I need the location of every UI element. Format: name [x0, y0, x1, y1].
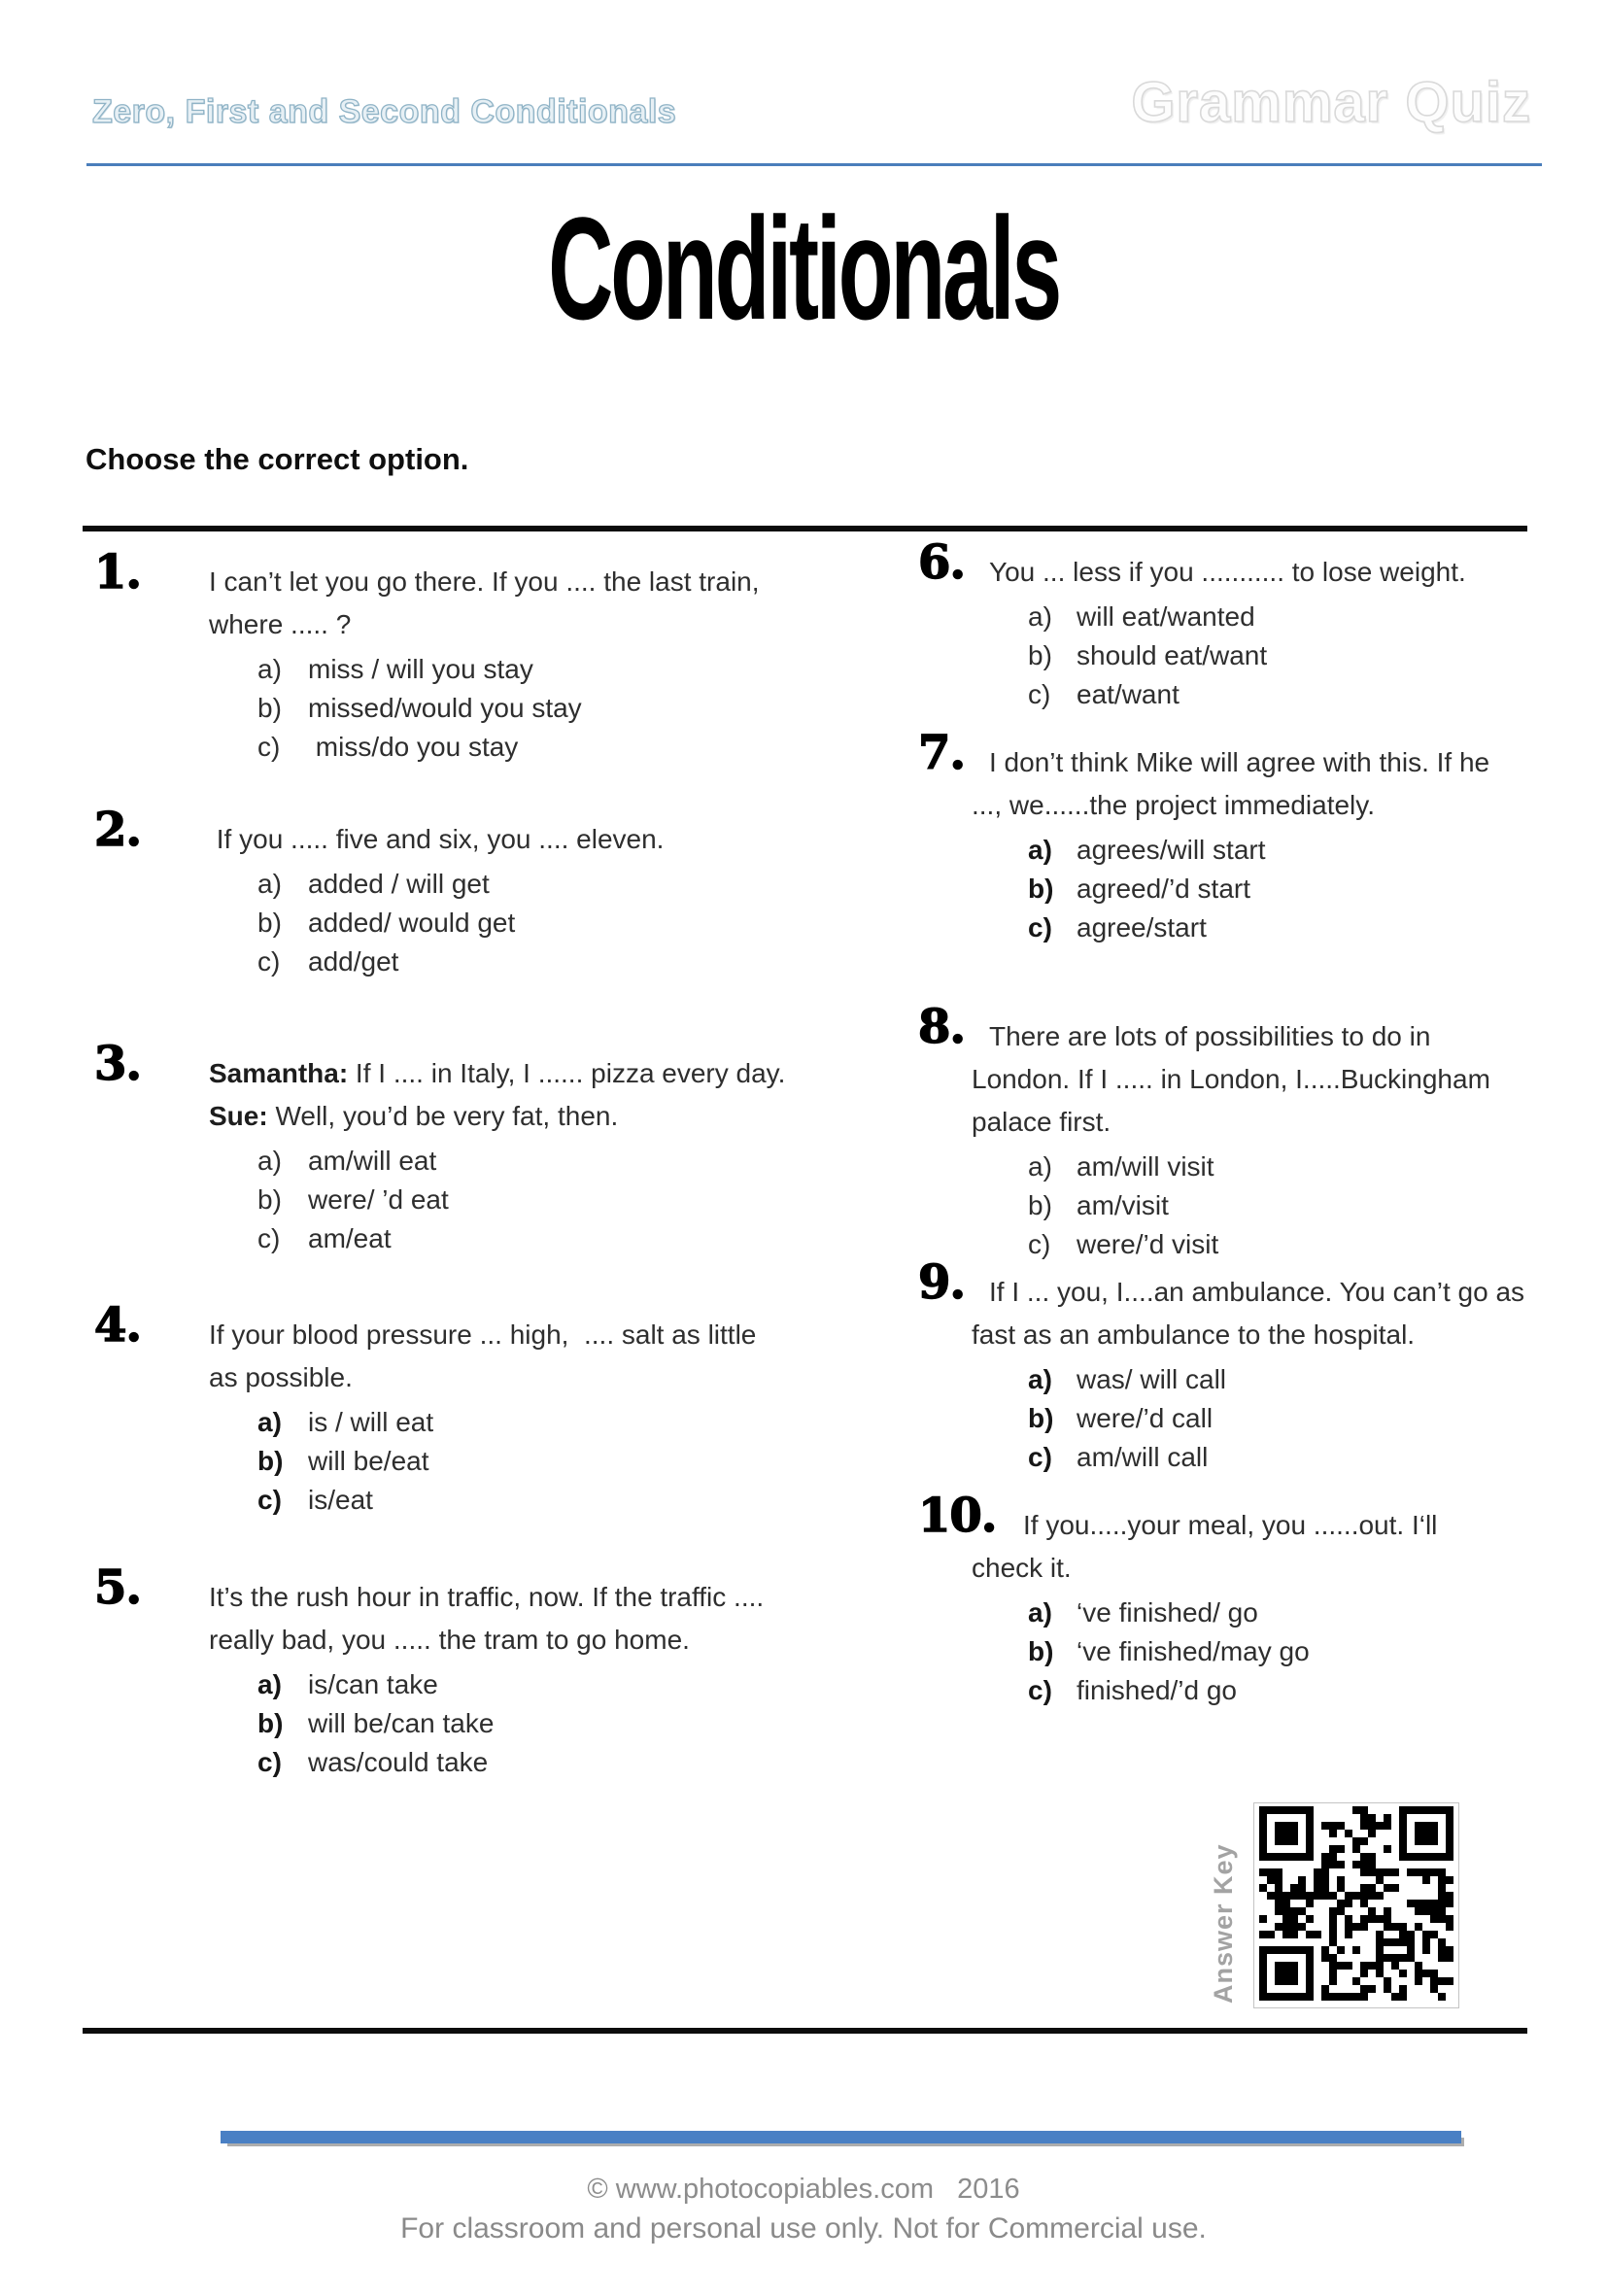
- question-5-text: It’s the rush hour in traffic, now. If the traffic ....: [209, 1582, 765, 1612]
- question-7-option-c: c) agree/start: [1028, 912, 1207, 942]
- qr-code-svg: [1259, 1806, 1453, 2005]
- question-5-option-a: a) is/can take: [257, 1669, 438, 1699]
- question-4-text: If your blood pressure ... high, .... salt as little: [209, 1319, 757, 1350]
- question-2-option-a: a) added / will get: [257, 869, 490, 899]
- question-4-option-b: b) will be/eat: [257, 1446, 429, 1476]
- question-9: [918, 1255, 1604, 1477]
- question-7-number: 7.: [918, 726, 966, 780]
- header-divider: [86, 163, 1542, 166]
- question-4-option-c: c) is/eat: [257, 1485, 373, 1515]
- question-10-number: 10.: [918, 1489, 997, 1543]
- question-8-option-a: a) am/will visit: [1028, 1151, 1214, 1182]
- page-title: Conditionals: [548, 186, 1059, 350]
- question-6-text: You ... less if you ........... to lose weight.: [989, 557, 1466, 587]
- question-5: [94, 1560, 920, 1782]
- question-5-text: really bad, you ..... the tram to go home.: [209, 1625, 690, 1655]
- question-1-text: where ..... ?: [209, 609, 352, 639]
- question-3-option-a: a) am/will eat: [257, 1146, 437, 1176]
- question-7-option-b: b) agreed/’d start: [1028, 874, 1250, 904]
- question-8-option-b: b) am/visit: [1028, 1190, 1169, 1220]
- question-3: [94, 1037, 920, 1258]
- question-3-text: Samantha: If I .... in Italy, I ...... pizza every day.: [209, 1058, 786, 1088]
- question-10-option-b: b) ‘ve finished/may go: [1028, 1636, 1310, 1666]
- question-9-text: If I ... you, I....an ambulance. You can’t go as: [989, 1277, 1525, 1307]
- question-5-number: 5.: [94, 1560, 142, 1615]
- question-2-option-b: b) added/ would get: [257, 908, 516, 938]
- instruction-text: Choose the correct option.: [85, 442, 469, 476]
- question-7-text: ..., we......the project immediately.: [972, 790, 1375, 820]
- question-10: [918, 1489, 1604, 1710]
- question-4-number: 4.: [94, 1298, 142, 1353]
- question-8-option-c: c) were/’d visit: [1028, 1229, 1219, 1259]
- question-5-option-c: c) was/could take: [257, 1747, 489, 1777]
- question-9-number: 9.: [918, 1255, 966, 1310]
- question-8-text: There are lots of possibilities to do in: [989, 1021, 1431, 1051]
- question-8-text: palace first.: [972, 1107, 1111, 1137]
- page-header-brand: Grammar Quiz: [1131, 71, 1531, 134]
- question-10-option-c: c) finished/’d go: [1028, 1675, 1238, 1705]
- question-3-number: 3.: [94, 1037, 142, 1091]
- question-9-option-b: b) were/’d call: [1028, 1403, 1214, 1433]
- question-10-option-a: a) ‘ve finished/ go: [1028, 1597, 1258, 1628]
- question-1-option-a: a) miss / will you stay: [257, 654, 533, 684]
- question-2-number: 2.: [94, 803, 142, 857]
- question-4-option-a: a) is / will eat: [257, 1407, 434, 1437]
- question-5-option-b: b) will be/can take: [257, 1708, 495, 1738]
- question-6: [918, 535, 1604, 714]
- question-8-number: 8.: [918, 1000, 966, 1054]
- question-4-text: as possible.: [209, 1362, 353, 1392]
- question-8: [918, 1000, 1604, 1264]
- qr-code: [1253, 1802, 1459, 2008]
- question-1-option-c: c) miss/do you stay: [257, 732, 519, 762]
- question-6-option-c: c) eat/want: [1028, 679, 1180, 709]
- answer-key-label: Answer Key: [1209, 1843, 1238, 2004]
- question-2-option-c: c) add/get: [257, 946, 399, 977]
- question-7-text: I don’t think Mike will agree with this. If he: [989, 747, 1490, 777]
- question-10-text: If you.....your meal, you ......out. I‘ll: [1023, 1510, 1438, 1540]
- footer-usage-note: For classroom and personal use only. Not for Commercial use.: [400, 2212, 1207, 2245]
- bottom-rule: [83, 2028, 1527, 2034]
- question-7-option-a: a) agrees/will start: [1028, 835, 1266, 865]
- question-2-text: If you ..... five and six, you .... eleven.: [209, 824, 665, 854]
- question-2: [94, 803, 920, 981]
- question-3-option-c: c) am/eat: [257, 1223, 392, 1253]
- footer-accent-bar: [221, 2131, 1461, 2143]
- top-rule: [83, 526, 1527, 531]
- question-6-number: 6.: [918, 535, 966, 590]
- question-7: [918, 726, 1604, 947]
- question-3-option-b: b) were/ ’d eat: [257, 1184, 449, 1215]
- page-header-subtitle: Zero, First and Second Conditionals: [92, 93, 677, 130]
- question-9-text: fast as an ambulance to the hospital.: [972, 1319, 1416, 1350]
- question-6-option-b: b) should eat/want: [1028, 640, 1268, 670]
- question-1-number: 1.: [94, 545, 142, 600]
- question-8-text: London. If I ..... in London, I.....Buckingham: [972, 1064, 1490, 1094]
- question-1: [94, 545, 920, 767]
- question-6-option-a: a) will eat/wanted: [1028, 601, 1255, 632]
- question-4: [94, 1298, 920, 1520]
- question-9-option-c: c) am/will call: [1028, 1442, 1209, 1472]
- question-10-text: check it.: [972, 1553, 1072, 1583]
- question-1-option-b: b) missed/would you stay: [257, 693, 582, 723]
- question-1-text: I can’t let you go there. If you .... the last train,: [209, 566, 760, 597]
- footer-copyright: © www.photocopiables.com 2016: [587, 2174, 1020, 2205]
- question-3-text: Sue: Well, you’d be very fat, then.: [209, 1101, 619, 1131]
- question-9-option-a: a) was/ will call: [1028, 1364, 1227, 1394]
